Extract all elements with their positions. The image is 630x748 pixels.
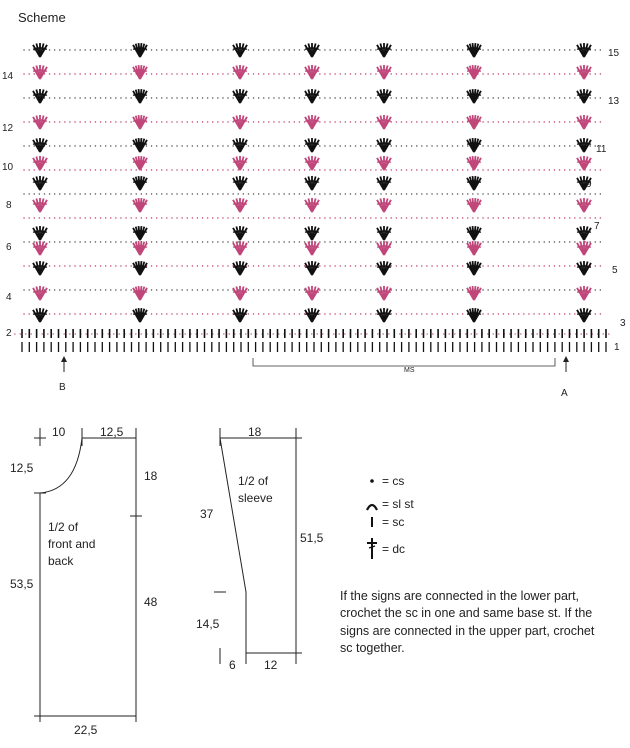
row-number-right: 1 [614,342,620,353]
body-top-right: 12,5 [100,425,124,439]
sleeve-left-top: 37 [200,507,214,521]
dot-icon [370,479,374,483]
marker-ms: MS [404,367,415,374]
scheme-title: Scheme [18,10,66,25]
repeat-markers [59,356,569,399]
body-bottom: 22,5 [74,723,98,737]
legend-label-slst: = sl st [382,497,414,511]
body-top-left: 10 [52,425,66,439]
row-number-left: 2 [6,328,12,339]
sleeve-right: 51,5 [300,531,324,545]
crochet-chart [14,43,612,352]
row-number-left: 8 [6,200,12,211]
sleeve-bottom-right: 12 [264,658,278,672]
legend-label-cs: = cs [382,474,405,488]
sleeve-caption-line: 1/2 of [238,474,269,488]
body-caption-line: 1/2 of [48,520,79,534]
sleeve-left-bottom: 14,5 [196,617,220,631]
row-number-right: 3 [620,318,626,329]
body-diagram [34,428,142,722]
row-number-left: 6 [6,242,12,253]
legend [367,474,414,559]
body-caption-line: back [48,554,74,568]
row-number-left: 12 [2,123,14,134]
body-left-bottom: 53,5 [10,577,34,591]
marker-b: B [59,382,66,393]
row-number-left: 14 [2,71,14,82]
body-right-bottom: 48 [144,595,158,609]
row-number-left: 4 [6,292,12,303]
marker-a: A [561,388,568,399]
sleeve-caption-line: sleeve [238,491,273,505]
row-number-right: 13 [608,96,620,107]
legend-label-dc: = dc [382,542,406,556]
sleeve-diagram [214,428,302,664]
body-right-top: 18 [144,469,158,483]
row-number-right: 11 [596,144,607,155]
body-caption-line: front and [48,537,96,551]
row-number-right: 9 [586,179,592,190]
row-number-right: 7 [594,221,600,232]
sleeve-bottom-left: 6 [229,658,236,672]
slst-icon [367,505,377,510]
row-number-right: 5 [612,265,618,276]
body-left-top: 12,5 [10,461,34,475]
note-text: If the signs are connected in the lower part, crochet the sc in one and same base st. If the signs are connected in the upper part, crochet sc together. [340,589,595,655]
row-number-right: 15 [608,48,620,59]
row-number-left: 10 [2,162,14,173]
legend-label-sc: = sc [382,515,405,529]
sleeve-top: 18 [248,425,262,439]
dc-icon [367,538,377,559]
